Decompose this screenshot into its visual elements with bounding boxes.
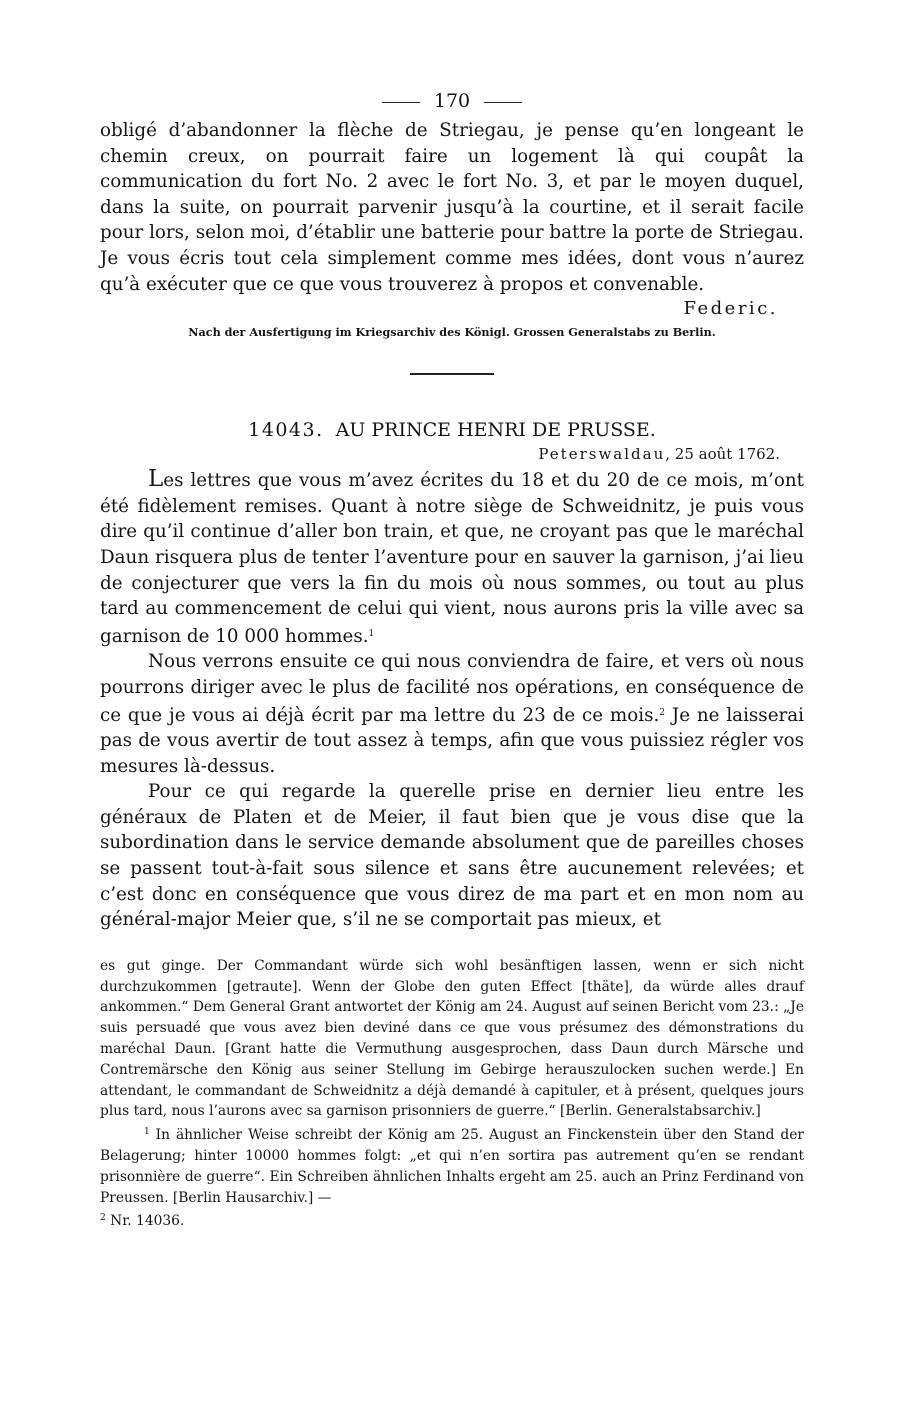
signature: Federic. [683,298,778,320]
source-note: Nach der Ausfertigung im Kriegsarchiv des Königl. Grossen Generalstabs zu Berlin. [188,325,716,340]
letter-dateline [100,443,780,465]
header-rule-right [484,102,522,103]
footnote-1 [100,1122,804,1208]
paragraph-2 [100,649,804,779]
page-number: 170 [433,90,471,112]
paragraph-3: Pour ce qui regarde la querelle prise en dernier lieu entre les généraux de Platen et de Meier, il faut bien que je vous dise que la subordination dans le service demande absolument que de pareilles choses se passent tout-à-fait sous silence et sans être aucunement relevées; et c’est donc en conséquence que vous direz de ma part et en mon nom au général-major Meier que, s’il ne se comportait pas mieux, et [100,781,804,931]
footnote-2-text: Nr. 14036. [105,1213,185,1230]
footnote-1-text: In ähnlicher Weise schreibt der König am 25. August an Finckenstein über den Stand der Belagerung; hinter 10000 hommes folgt: „et qui n’en sortira pas autrement qu’en se rendant prisonnière de guerre“. Ein Schreiben ähnlichen Inhalts ergeht am 25. auch an Prinz Ferdinand von Preussen. [Berlin Hausarchiv.] — [100,1127,804,1206]
letter-number: 14043. [248,419,324,442]
paragraph-1-text: es lettres que vous m’avez écrites du 18 et du 20 de ce mois, m’ont été fidèlement remises. Quant à notre siège de Schweidnitz, je puis vous dire qu’il continue d’aller bon train, et que, ne croyant pas que le maréchal Daun risquera plus de tenter l’aventure pour en sauver la garnison, j’ai lieu de conjecturer que vers la fin du mois où nous sommes, ou tout au plus tard au commencement de celui qui vient, nous aurons pris la ville avec sa garnison de 10 000 hommes. [100,470,804,647]
previous-letter-text: obligé d’abandonner la flèche de Striegau, je pense qu’en longeant le chemin creux, on pourrait faire un logement là qui coupât la communication du fort No. 2 avec le fort No. 3, et par le moyen duquel, dans la suite, on pourrait parvenir jusqu’à la courtine, et il serait facile pour lors, selon moi, d’établir une batterie pour battre la porte de Striegau. Je vous écris tout cela simplement comme mes idées, dont vous n’aurez qu’à exécuter que ce que vous trouverez à propos et convenable. [100,120,804,295]
page-header [100,88,804,114]
footnote-continuation: es gut ginge. Der Commandant würde sich wohl besänftigen lassen, wenn er sich nicht durchzukommen [getraute]. Wenn der Globe den guten Effect [thäte], da würde alles drauf ankommen.“ Dem General Grant antwortet der König am 24. August auf seinen Bericht vom 23.: „Je suis persuadé que vous avez bien deviné dans ce que vous présumez des démonstrations du maréchal Daun. [Grant hatte die Vermuthung ausgesprochen, dass Daun durch Märsche und Contremärsche den König aus seiner Stellung im Gebirge herauszulocken suchen werde.] En attendant, le commandant de Schweidnitz a déjà demandé à capituler, et à présent, quelques jours plus tard, nous l’aurons avec sa garnison prisonniers de guerre.“ [Berlin. Generalstabsarchiv.] [100,957,804,1120]
footnote-2-marker: 2 [100,1213,106,1224]
paragraph-2-text-b: Je ne laisserai pas de vous avertir de tout assez à temps, afin que vous puissiez régler vos mesures là-dessus. [100,704,804,777]
letter-place: Peterswaldau [538,445,666,464]
initial-letter: L [148,466,164,493]
footnote-1-marker: 1 [144,1127,150,1138]
letter-title: AU PRINCE HENRI DE PRUSSE. [335,419,656,442]
paragraph-2-text-a: Nous verrons ensuite ce qui nous conviendra de faire, et vers où nous pourrons diriger avec le plus de facilité nos opérations, en conséquence de ce que je vous ai déjà écrit par ma lettre du 23 de ce mois. [100,651,804,726]
letter-date: , 25 août 1762. [665,445,780,464]
paragraph-1 [100,467,804,649]
footnote-ref-2: 2 [659,707,666,718]
footnote-2 [100,1208,804,1232]
document-page [100,88,804,1232]
letter-heading [100,417,804,443]
section-divider [410,373,494,375]
letter-body [100,467,804,933]
footnote-ref-1: 1 [368,628,375,639]
footnotes [100,956,804,1232]
previous-letter-ending [100,118,804,297]
header-rule-left [382,102,420,103]
